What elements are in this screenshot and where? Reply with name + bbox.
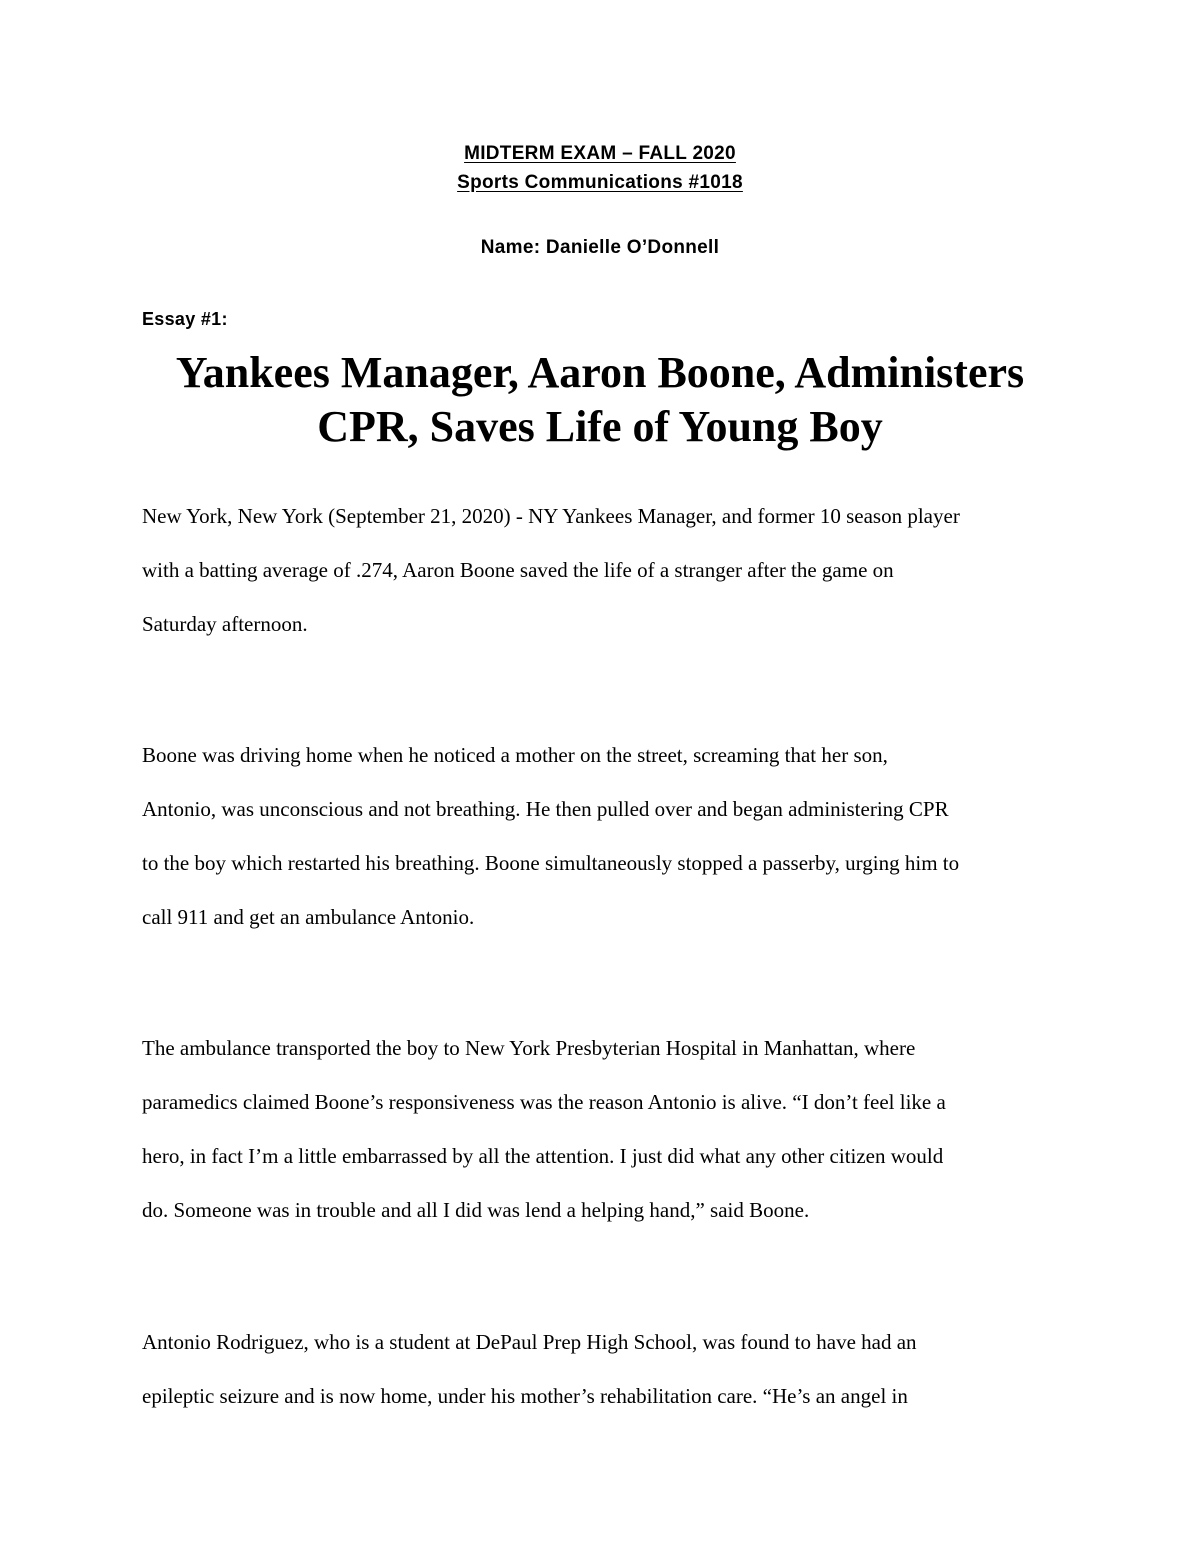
headline-line-1: Yankees Manager, Aaron Boone, Administers: [175, 348, 1025, 397]
exam-title: [0, 142, 1200, 166]
paragraph-2: [142, 728, 1072, 944]
paragraph-1: [142, 489, 1072, 651]
paragraph-line: hero, in fact I’m a little embarrassed by all the attention. I just did what any other citizen would: [142, 1144, 944, 1168]
paragraph-line: do. Someone was in trouble and all I did was lend a helping hand,” said Boone.: [142, 1198, 810, 1222]
paragraph-line: paramedics claimed Boone’s responsiveness was the reason Antonio is alive. “I don’t feel like a: [142, 1090, 946, 1114]
paragraph-line: Saturday afternoon.: [142, 612, 308, 636]
paragraph-line: Antonio, was unconscious and not breathing. He then pulled over and began administering CPR: [142, 797, 949, 821]
essay-headline: [100, 346, 1100, 454]
paragraph-3: [142, 1021, 1072, 1237]
essay-label: Essay #1:: [142, 309, 228, 329]
paragraph-line: to the boy which restarted his breathing. Boone simultaneously stopped a passerby, urging him to: [142, 851, 960, 875]
course-title: [0, 171, 1200, 195]
paragraph-line: with a batting average of .274, Aaron Boone saved the life of a stranger after the game on: [142, 558, 894, 582]
paragraph-4: [142, 1315, 1072, 1423]
paragraph-line: call 911 and get an ambulance Antonio.: [142, 905, 475, 929]
paragraph-line: New York, New York (September 21, 2020) - NY Yankees Manager, and former 10 season player: [142, 504, 960, 528]
course-title-text: Sports Communications #1018: [457, 172, 743, 193]
paragraph-line: Boone was driving home when he noticed a mother on the street, screaming that her son,: [142, 743, 888, 767]
paragraph-line: epileptic seizure and is now home, under his mother’s rehabilitation care. “He’s an angel in: [142, 1384, 908, 1408]
exam-title-text: MIDTERM EXAM – FALL 2020: [464, 143, 736, 164]
headline-line-2: CPR, Saves Life of Young Boy: [317, 402, 883, 451]
paragraph-line: Antonio Rodriguez, who is a student at DePaul Prep High School, was found to have had an: [142, 1330, 917, 1354]
paragraph-line: The ambulance transported the boy to New York Presbyterian Hospital in Manhattan, where: [142, 1036, 916, 1060]
student-name: Name: Danielle O’Donnell: [480, 237, 720, 258]
